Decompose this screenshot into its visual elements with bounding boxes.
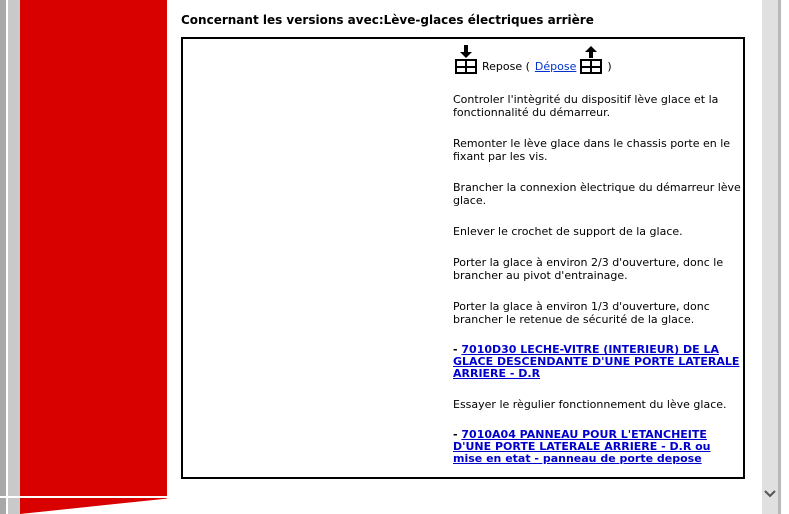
- repose-label: Repose (: [482, 60, 530, 73]
- main-content: [167, 0, 760, 514]
- reference-link-item: [453, 344, 743, 380]
- procedure-steps: [453, 45, 743, 483]
- scroll-down-button[interactable]: [762, 486, 778, 502]
- repose-header: [453, 45, 743, 75]
- step-text: Controler l'intègrité du dispositif lève glace et la fonctionnalité du démarreur.: [453, 93, 719, 119]
- reference-link-lechevitre[interactable]: 7010D30 LECHE-VITRE (INTERIEUR) DE LA GLACE DESCENDANTE D'UNE PORTE LATERALE ARRIERE - D.R: [453, 343, 740, 380]
- install-arrow-icon: [453, 45, 479, 75]
- close-paren: ): [607, 60, 612, 73]
- step-text: Porter la glace à environ 1/3 d'ouverture, donc brancher le retenue de sécurité de la glace.: [453, 300, 710, 326]
- vertical-scrollbar[interactable]: [760, 0, 789, 514]
- link-prefix: -: [453, 343, 462, 356]
- depose-link[interactable]: Dépose: [534, 60, 577, 73]
- step-text: Brancher la connexion èlectrique du démarreur lève glace.: [453, 181, 741, 207]
- scrollbar-track[interactable]: [762, 0, 778, 514]
- left-decorative-frame: [0, 0, 167, 514]
- left-gray-strip-light: [8, 0, 20, 514]
- step-text: Enlever le crochet de support de la glace.: [453, 225, 683, 238]
- link-prefix: -: [453, 428, 462, 441]
- step-text: Essayer le règulier fonctionnement du lève glace.: [453, 398, 727, 411]
- section-title: Concernant les versions avec:Lève-glaces électriques arrière: [181, 13, 594, 27]
- red-side-panel: [20, 0, 167, 514]
- scrollbar-edge: [778, 0, 781, 514]
- left-gray-strip: [0, 0, 6, 514]
- reference-link-panneau[interactable]: 7010A04 PANNEAU POUR L'ETANCHEITE D'UNE PORTE LATERALE ARRIERE - D.R ou mise en etat - panneau de porte depose: [453, 428, 711, 465]
- remove-arrow-icon: [578, 45, 604, 75]
- panel-divider: [0, 496, 167, 498]
- chevron-down-icon: [764, 488, 776, 501]
- procedure-box: [181, 37, 745, 479]
- reference-link-item: [453, 429, 743, 465]
- step-text: Porter la glace à environ 2/3 d'ouverture, donc le brancher au pivot d'entrainage.: [453, 256, 724, 282]
- step-text: Remonter le lève glace dans le chassis porte en le fixant par les vis.: [453, 137, 731, 163]
